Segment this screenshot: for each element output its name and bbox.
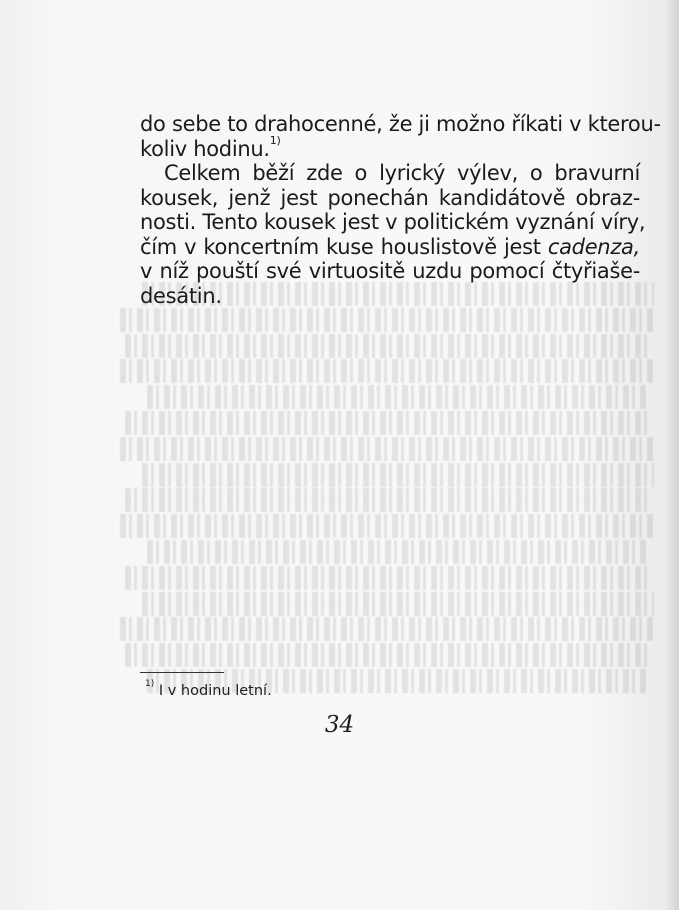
body-line-6 [140,235,640,260]
reverse-side-show-through [120,282,665,702]
body-line-3: Celkem běží zde o lyrický výlev, o bravurní [164,161,640,185]
footnote-marker: 1) [145,679,155,690]
cadenza-italic: cadenza, [547,234,640,259]
body-line-2-text: koliv hodinu. [140,136,270,161]
page-number: 34 [324,712,355,738]
footnote-divider [140,672,224,673]
body-text [140,112,661,308]
footnote-reference: 1) [269,133,281,147]
body-line-8: desátin. [140,283,222,308]
body-line-4: kousek, jenž jest ponechán kandidátově obraz- [140,185,640,210]
footnote-text: I v hodinu letní. [154,683,272,699]
body-line-1: do sebe to drahocenné, že ji možno říkati v kterou- [140,112,661,136]
footnote [145,679,272,699]
body-line-6-text: čím v koncertním kuse houslistově jest [140,234,548,259]
body-line-2 [140,133,640,162]
body-line-7: v níž pouští své virtuositě uzdu pomocí čtyřiaše- [140,259,640,283]
page-gutter-shadow [665,0,679,910]
body-line-5: nosti. Tento kousek jest v politickém vyznání víry, [140,210,646,234]
